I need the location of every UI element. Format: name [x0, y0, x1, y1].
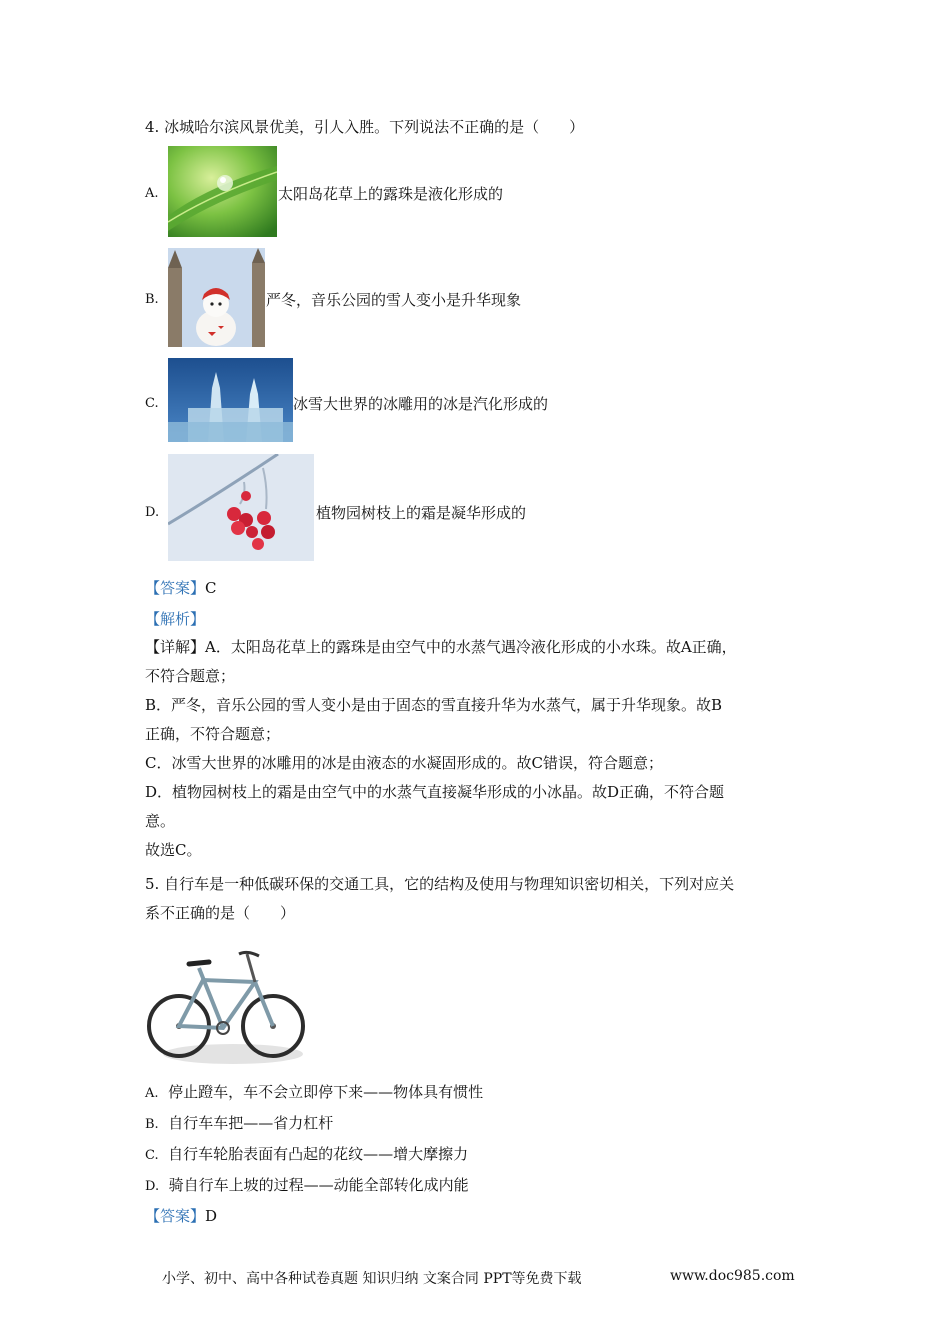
- q4-option-c-text: 冰雪大世界的冰雕用的冰是汽化形成的: [293, 395, 549, 413]
- q5-option-b: [145, 1112, 333, 1133]
- answer-tag: 【答案】: [145, 1207, 206, 1225]
- q4-answer: [145, 577, 217, 598]
- q4-option-a-label: A.: [145, 186, 159, 201]
- detail-line: 不符合题意；: [145, 667, 236, 685]
- q5-answer: [145, 1205, 217, 1226]
- dew-drop-leaf-photo-icon: [168, 146, 277, 237]
- q5-option-c-label: C.: [145, 1148, 159, 1163]
- detail-line: C．冰雪大世界的冰雕用的冰是由液态的水凝固形成的。故C错误，符合题意；: [145, 754, 663, 772]
- q4-option-d-label: D.: [145, 505, 160, 520]
- detail-line: 正确，不符合题意；: [145, 725, 281, 743]
- frosted-berries-photo-icon: [168, 454, 314, 561]
- detail-line: B．严冬，音乐公园的雪人变小是由于固态的雪直接升华为水蒸气，属于升华现象。故B: [145, 696, 723, 714]
- snowman-photo-icon: [168, 248, 265, 347]
- footer-url[interactable]: www.doc985.com: [670, 1268, 795, 1284]
- answer-value: C: [205, 579, 217, 597]
- q5-option-b-text: 自行车车把——省力杠杆: [168, 1114, 334, 1132]
- detail-line: 故选C。: [145, 841, 202, 859]
- detail-line: 【详解】A．太阳岛花草上的露珠是由空气中的水蒸气遇冷液化形成的小水珠。故A正确，: [145, 638, 737, 656]
- q5-option-a-label: A.: [145, 1086, 159, 1101]
- q5-option-d-label: D.: [145, 1179, 160, 1194]
- q5-stem: [145, 870, 805, 928]
- q5-option-a-text: 停止蹬车，车不会立即停下来——物体具有惯性: [168, 1083, 484, 1101]
- footer-text: 小学、初中、高中各种试卷真题 知识归纳 文案合同 PPT等免费下载: [162, 1271, 582, 1287]
- q5-option-a: [145, 1081, 483, 1102]
- answer-tag: 【答案】: [145, 579, 206, 597]
- q4-option-a-text: 太阳岛花草上的露珠是液化形成的: [278, 185, 504, 203]
- q5-option-c: [145, 1143, 468, 1164]
- q4-option-b-text: 严冬，音乐公园的雪人变小是升华现象: [266, 291, 522, 309]
- q5-option-b-label: B.: [145, 1117, 159, 1132]
- q4-option-d-text: 植物园树枝上的霜是凝华形成的: [316, 504, 527, 522]
- q4-option-b-label: B.: [145, 292, 159, 307]
- q4-detail: [145, 633, 805, 865]
- q4-stem: 4. 冰城哈尔滨风景优美，引人入胜。下列说法不正确的是（ ）: [145, 118, 585, 136]
- analysis-tag: 【解析】: [145, 610, 206, 628]
- bicycle-photo-icon: [143, 936, 309, 1070]
- detail-line: D．植物园树枝上的霜是由空气中的水蒸气直接凝华形成的小冰晶。故D正确，不符合题: [145, 783, 725, 801]
- q5-option-d-text: 骑自行车上坡的过程——动能全部转化成内能: [168, 1176, 469, 1194]
- detail-line: 意。: [145, 812, 176, 830]
- answer-value: D: [205, 1207, 218, 1225]
- q5-stem-line: 系不正确的是（ ）: [145, 904, 296, 922]
- q5-option-d: [145, 1174, 469, 1195]
- q5-option-c-text: 自行车轮胎表面有凸起的花纹——增大摩擦力: [168, 1145, 469, 1163]
- ice-sculpture-photo-icon: [168, 358, 293, 442]
- q5-stem-line: 5. 自行车是一种低碳环保的交通工具，它的结构及使用与物理知识密切相关，下列对应关: [145, 875, 735, 893]
- q4-option-c-label: C.: [145, 396, 159, 411]
